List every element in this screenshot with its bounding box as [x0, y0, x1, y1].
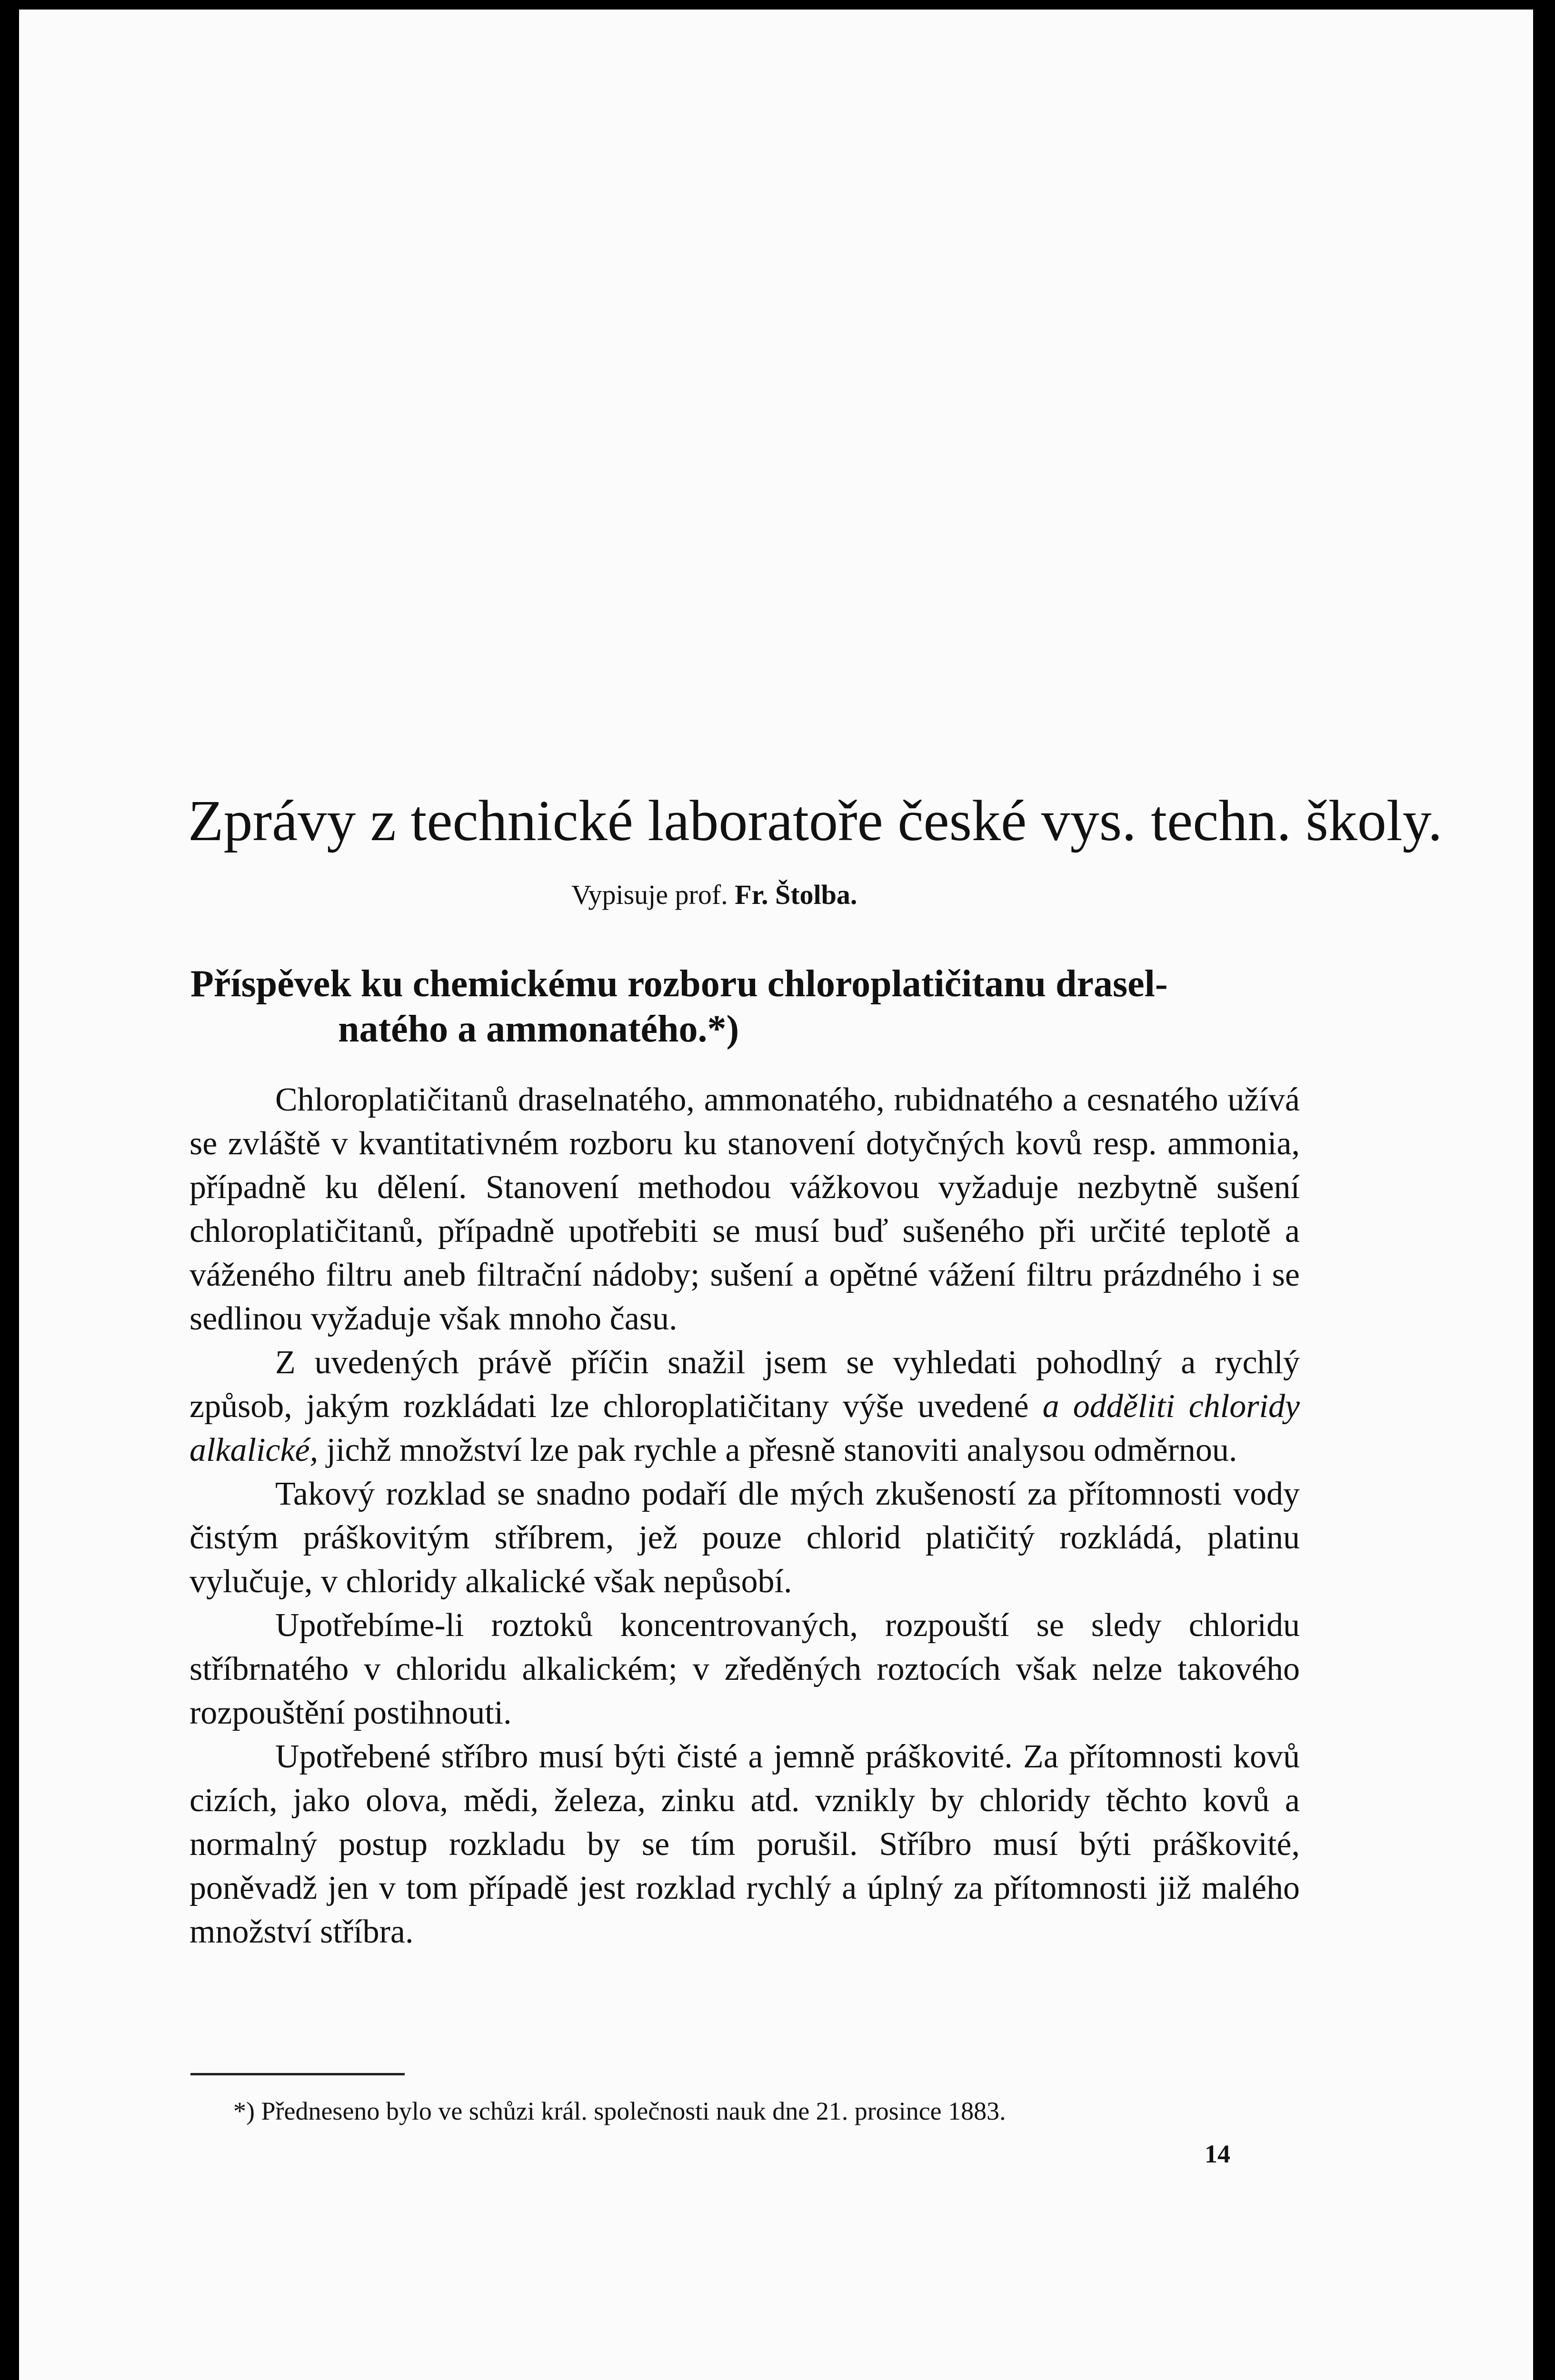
subtitle-line-2: natého a ammonatého.*)	[338, 1008, 739, 1050]
subtitle-line-1: Příspěvek ku chemickému rozboru chloroplatičitanu drasel-	[190, 963, 1168, 1005]
page-title: Zprávy z technické laboratoře české vys. techn. školy.	[188, 789, 1443, 853]
paragraph-1: Chloroplatičitanů draselnatého, ammonatého, rubidnatého a cesnatého užívá se zvláště v kvantitativném rozboru ku stanovení dotyčných kovů resp. ammonia, případně ku dělení. Stanovení methodou vážkovou vyžaduje nezbytně sušení chloroplatičitanů, případně upotřebiti se musí buď sušeného při určité teplotě a váženého filtru aneb filtrační nádoby; sušení a opětné vážení filtru prázdného i se sedlinou vyžaduje však mnoho času.	[189, 1081, 1300, 1337]
paragraph-3: Takový rozklad se snadno podaří dle mých zkušeností za přítomnosti vody čistým práškovitým stříbrem, jež pouze chlorid platičitý rozkládá, platinu vylučuje, v chloridy alkalické však nepůsobí.	[189, 1476, 1300, 1600]
byline-author: Fr. Štolba.	[735, 879, 857, 910]
footnote-divider	[190, 2073, 405, 2075]
paragraph-2-start: Z uvedených právě příčin snažil jsem se vyhledati pohodlný a rychlý způsob, jakým rozkládati lze chloroplatičitany výše uvedené	[189, 1344, 1300, 1425]
byline	[571, 876, 857, 914]
paragraph-2-end: jichž množství lze pak rychle a přesně stanoviti analysou odměrnou.	[318, 1432, 1237, 1468]
paragraph-2	[189, 1341, 1300, 1472]
paragraph-5: Upotřebené stříbro musí býti čisté a jemně práškovité. Za přítomnosti kovů cizích, jako olova, mědi, železa, zinku atd. vznikly by chloridy těchto kovů a normalný postup rozkladu by se tím porušil. Stříbro musí býti práškovité, poněvadž jen v tom případě jest rozklad rychlý a úplný za přítomnosti již malého množství stříbra.	[189, 1738, 1300, 1950]
article-subtitle	[190, 962, 1300, 1052]
footnote: *) Předneseno bylo ve schůzi král. společnosti nauk dne 21. prosince 1883.	[233, 2097, 1006, 2125]
page-number: 14	[1205, 2140, 1230, 2168]
byline-prefix: Vypisuje prof.	[571, 879, 735, 910]
paragraph-2-italic: a odděliti chloridy alkalické,	[189, 1388, 1300, 1468]
paragraph-4: Upotřebíme-li roztoků koncentrovaných, rozpouští se sledy chloridu stříbrnatého v chloridu alkalickém; v zředěných roztocích však nelze takového rozpouštění postihnouti.	[189, 1607, 1300, 1731]
article-body	[189, 1078, 1300, 1954]
